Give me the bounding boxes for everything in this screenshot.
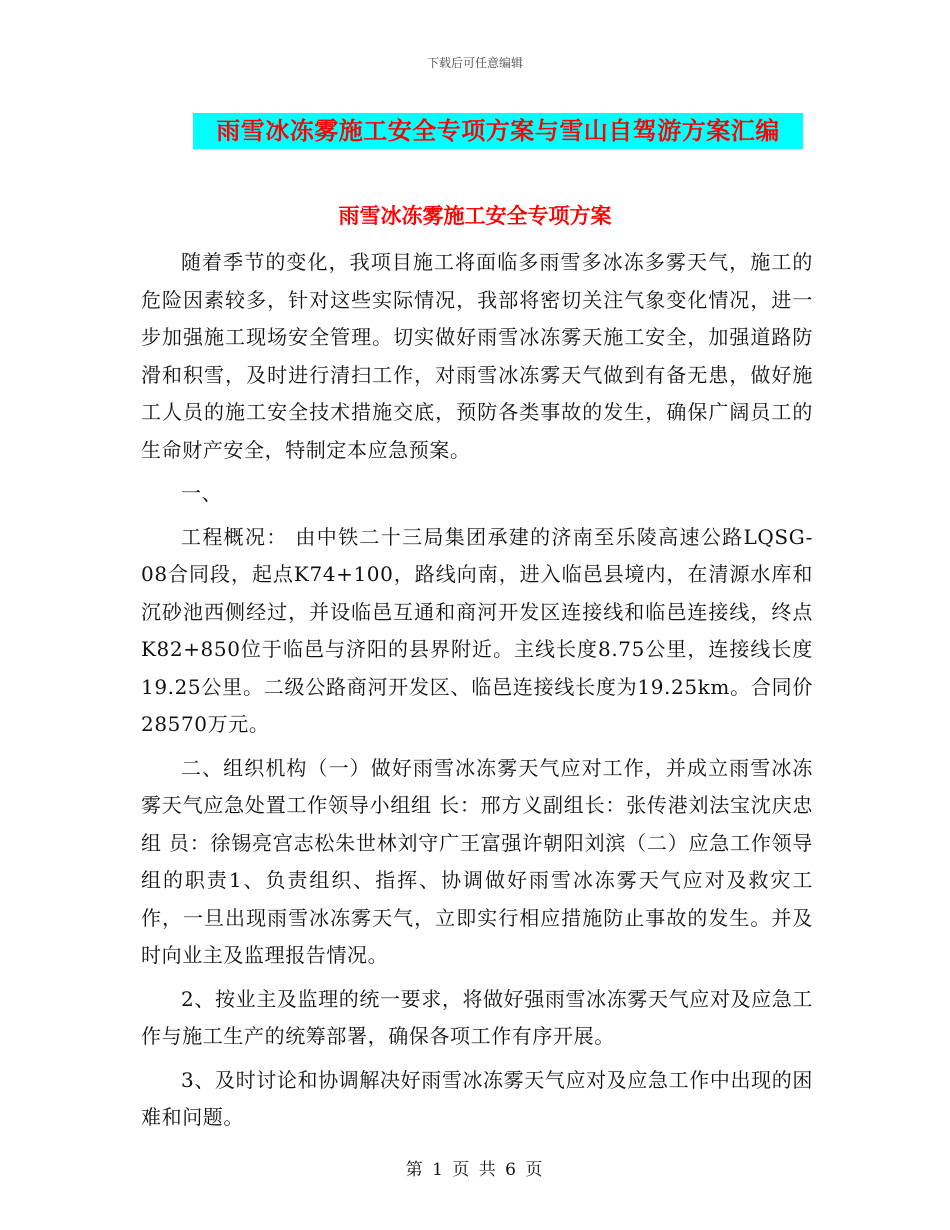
document-title: 雨雪冰冻雾施工安全专项方案与雪山自驾游方案汇编 [216, 116, 780, 145]
paragraph: 二、组织机构（一）做好雨雪冰冻雾天气应对工作，并成立雨雪冰冻雾天气应急处置工作领导小组组 长：邢方义副组长：张传港刘法宝沈庆忠组 员：徐锡亮宫志松朱世林刘守广王富强许朝阳刘滨（二）应急工作领导组的职责1、负责组织、指挥、协调做好雨雪冰冻雾天气应对及救灾工作，一旦出现雨雪冰冻雾天气，立即实行相应措施防止事故的发生。并及时向业主及监理报告情况。 [141, 755, 813, 967]
paragraph: 3、及时讨论和协调解决好雨雪冰冻雾天气应对及应急工作中出现的困难和问题。 [141, 1067, 813, 1129]
paragraph: 随着季节的变化，我项目施工将面临多雨雪多冰冻多雾天气，施工的危险因素较多，针对这些实际情况，我部将密切关注气象变化情况，进一步加强施工现场安全管理。切实做好雨雪冰冻雾天施工安全，加强道路防滑和积雪，及时进行清扫工作，对雨雪冰冻雾天气做到有备无患，做好施工人员的施工安全技术措施交底，预防各类事故的发生，确保广阔员工的生命财产安全，特制定本应急预案。 [141, 250, 813, 462]
document-body [141, 244, 813, 1143]
paragraph: 工程概况： 由中铁二十三局集团承建的济南至乐陵高速公路LQSG-08合同段，起点K74+100，路线向南，进入临邑县境内，在清源水库和沉砂池西侧经过，并设临邑互通和商河开发区连接线和临邑连接线，终点K82+850位于临邑与济阳的县界附近。主线长度8.75公里，连接线长度19.25公里。二级公路商河开发区、临邑连接线长度为19.25km。合同价28570万元。 [141, 524, 813, 736]
paragraph: 2、按业主及监理的统一要求，将做好强雨雪冰冻雾天气应对及应急工作与施工生产的统筹部署，确保各项工作有序开展。 [141, 986, 813, 1048]
section-subtitle: 雨雪冰冻雾施工安全专项方案 [338, 203, 612, 228]
page-number: 第 1 页 共 6 页 [405, 1160, 545, 1180]
paragraph: 一、 [181, 481, 223, 505]
header-note: 下载后可任意编辑 [426, 56, 523, 70]
